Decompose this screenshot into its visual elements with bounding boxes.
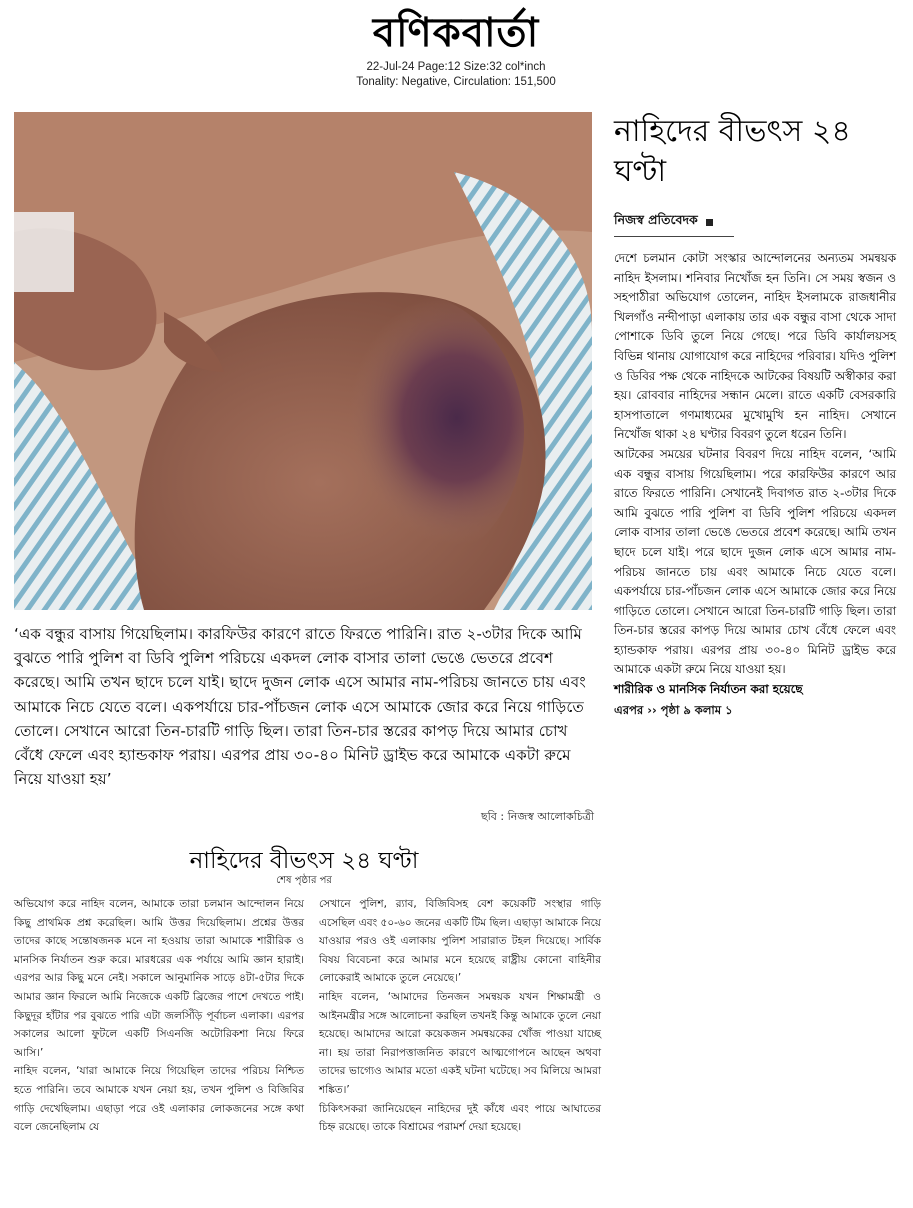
clipping-meta — [300, 60, 612, 90]
article-column — [614, 112, 896, 721]
article-body — [614, 249, 896, 700]
continuation-paragraph: অভিযোগ করে নাহিদ বলেন, আমাকে তারা চলমান আন্দোলন নিয়ে কিছু প্রাথমিক প্রশ্ন করেছিল। আমি উত্তর দিয়েছিলাম। প্রশ্নের উত্তর তাদের কাছে সন্তোষজনক মনে না হওয়ায় তারা আমাকে শারীরিক ও মানসিক নির্যাতন শুরু করে। মারধরের এক পর্যায়ে আমি জ্ঞান হারাই। এরপর আর কিছু মনে নেই। সকালে আনুমানিক সাড়ে ৪টা-৫টার দিকে আমার জ্ঞান ফিরলে আমি নিজেকে একটি ব্রিজের পাশে দেখতে পাই। কিছুদূর হাঁটার পর বুঝতে পারি এটা জলসিঁড়ি পূর্বাচল এলাকা। এরপর সকালের আলো ফুটলে একটি সিএনজি অটোরিকশা নিয়ে ফিরে আসি।’ — [14, 898, 304, 1059]
continuation-column-2 — [319, 895, 601, 1137]
article-paragraph: দেশে চলমান কোটা সংস্কার আন্দোলনের অন্যতম সমন্বয়ক নাহিদ ইসলাম। শনিবার নিখোঁজ হন তিনি। সে সময় স্বজন ও সহপাঠীরা অভিযোগ তোলেন, নাহিদ ইসলামকে রাজধানীর খিলগাঁও নন্দীপাড়া এলাকায় তার এক বন্ধুর বাসা থেকে সাদা পোশাকে ডিবি তুলে নিয়ে গেছে। পরে ডিবি কার্যালয়সহ বিভিন্ন থানায় যোগাযোগ করে নাহিদের পরিবার। যদিও পুলিশ ও ডিবির পক্ষ থেকে নাহিদকে আটকের বিষয়টি অস্বীকার করা হয়। রোববার নাহিদের সন্ধান মেলে। রাতে একটি বেসরকারি হাসপাতালে গণমাধ্যমের মুখোমুখি হন নাহিদ। সেখানে নিখোঁজ থাকা ২৪ ঘণ্টার বিবরণ তুলে ধরেন তিনি। — [614, 251, 896, 442]
continued-on-page: এরপর ›› পৃষ্ঠা ৯ কলাম ১ — [614, 702, 733, 717]
continuation-paragraph: নাহিদ বলেন, ‘আমাদের তিনজন সমন্বয়ক যখন শিক্ষামন্ত্রী ও আইনমন্ত্রীর সঙ্গে আলোচনা করছিল তখনই কিন্তু আমাকে তুলে নেয়া হয়েছে। আমাদের আরো কয়েকজন সমন্বয়কের খোঁজ পাওয়া যাচ্ছে না। হয় তারা নিরাপত্তাজনিত কারণে আত্মগোপনে আছেন অথবা তাদের ভাগ্যেও আমার মতো একই ঘটনা ঘটেছে। সব মিলিয়ে আমরা শঙ্কিত।’ — [319, 990, 601, 1096]
continuation-paragraph: চিকিৎসকরা জানিয়েছেন নাহিদের দুই কাঁধে এবং পায়ে আঘাতের চিহ্ন রয়েছে। তাকে বিশ্রামের পরামর্শ দেয়া হয়েছে। — [319, 1102, 601, 1134]
clipping-meta-tonality: Tonality: Negative, Circulation: 151,500 — [356, 76, 556, 88]
photo-caption-quote: ‘এক বন্ধুর বাসায় গিয়েছিলাম। কারফিউর কারণে রাতে ফিরতে পারিনি। রাত ২-৩টার দিকে আমি বুঝতে পারি পুলিশ বা ডিবি পুলিশ পরিচয়ে একদল লোক বাসার তালা ভেঙে ভেতরে প্রবেশ করেছে। আমি তখন ছাদে চলে যাই। ছাদে দুজন লোক এসে আমার নাম-পরিচয় জানতে চায় এবং আমাকে নিচে যেতে বলে। একপর্যায়ে চার-পাঁচজন লোক এসে আমাকে জোর করে নিয়ে গাড়িতে তোলে। সেখানে আরো তিন-চারটি গাড়ি ছিল। তারা তিন-চার স্তরের কাপড় দিয়ে আমার চোখ বেঁধে ফেলে এবং হ্যান্ডকাফ পরায়। এরপর প্রায় ৩০-৪০ মিনিট ড্রাইভ করে আমাকে একটা রুমে নিয়ে যাওয়া হয়’ — [14, 625, 586, 789]
continuation-subhead: শেষ পৃষ্ঠার পর — [276, 875, 332, 886]
newspaper-masthead: বণিকবার্তা — [372, 9, 540, 56]
photo-credit: ছবি : নিজস্ব আলোকচিত্রী — [480, 810, 594, 823]
clipping-meta-date-size: 22-Jul-24 Page:12 Size:32 col*inch — [366, 61, 546, 73]
continuation-paragraph: সেখানে পুলিশ, র‍্যাব, বিজিবিসহ বেশ কয়েকটি সংস্থার গাড়ি এসেছিল এবং ৫০-৬০ জনের একটি টিম ছিল। এছাড়া আমাকে নিয়ে যাওয়ার পরও ওই এলাকায় পুলিশ সারারাত টহল দিয়েছে। সার্বিক বিষয় বিবেচনা করে আমার মনে হয়েছে রাষ্ট্রীয় কোনো বাহিনীর লোকেরাই আমাকে তুলে নেয়েছে।’ — [319, 898, 601, 985]
article-headline: নাহিদের বীভৎস ২৪ ঘণ্টা — [614, 114, 851, 189]
article-paragraph: শারীরিক ও মানসিক নির্যাতন করা হয়েছে — [614, 682, 803, 697]
continuation-paragraph: নাহিদ বলেন, ‘যারা আমাকে নিয়ে গিয়েছিল তাদের পরিচয় নিশ্চিত হতে পারিনি। তবে আমাকে যখন নেয়া হয়, তখন পুলিশ ও বিজিবির গাড়ি দেখেছিলাম। এছাড়া পরে ওই এলাকার লোকজনের সঙ্গে কথা বলে জেনেছিলাম যে — [14, 1065, 304, 1134]
continuation-headline: নাহিদের বীভৎস ২৪ ঘণ্টা — [189, 848, 419, 874]
news-photo — [14, 112, 592, 610]
continuation-column-1 — [14, 895, 304, 1137]
byline-rule — [614, 236, 734, 237]
byline-square-icon — [706, 219, 713, 226]
byline-text: নিজস্ব প্রতিবেদক — [614, 212, 698, 227]
article-paragraph: আটকের সময়ের ঘটনার বিবরণ দিয়ে নাহিদ বলেন, ‘আমি এক বন্ধুর বাসায় গিয়েছিলাম। পরে কারফিউর কারণে আর রাতে ফিরতে পারিনি। সেখানেই দিবাগত রাত ২-৩টার দিকে আমি বুঝতে পারি পুলিশ বা ডিবি পুলিশ পরিচয়ে একদল লোক বাসার তালা ভেঙে ভেতরে প্রবেশ করেছে। আমি তখন ছাদে চলে যাই। পরে ছাদে দুজন লোক এসে আমার নাম-পরিচয় জানতে চায় এবং আমাকে নিচে যেতে বলে। একপর্যায়ে চার-পাঁচজন লোক এসে আমাকে জোর করে নিয়ে গাড়িতে তোলে। সেখানে আরো তিন-চারটি গাড়ি ছিল। তারা তিন-চার স্তরের কাপড় দিয়ে আমার চোখ বেঁধে ফেলে এবং হ্যান্ডকাফ পরায়। এরপর প্রায় ৩০-৪০ মিনিট ড্রাইভ করে আমাকে একটা রুমে নিয়ে যাওয়া হয়। — [614, 446, 896, 677]
byline — [614, 212, 896, 232]
